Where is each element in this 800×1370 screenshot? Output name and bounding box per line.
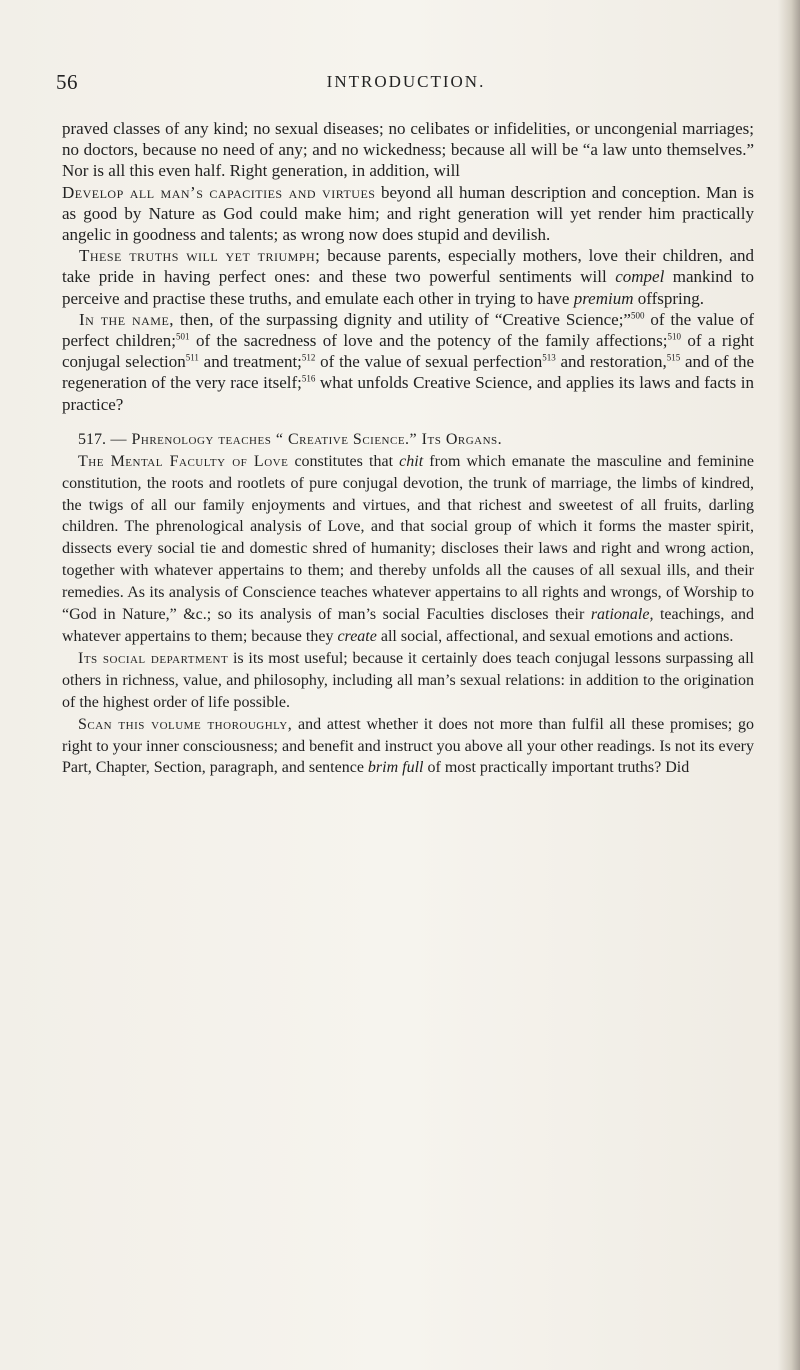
footnote-ref-501: 501 xyxy=(176,331,190,342)
paragraph-4-text-4: of a right conjugal selection xyxy=(62,331,754,372)
paragraph-4-text-6: of the value of sexual perfection xyxy=(315,352,543,372)
paragraph-3-lead: These truths will yet triumph; xyxy=(79,246,321,266)
section-title: — Phrenology teaches “ Creative Science.” Its Organs. xyxy=(106,430,503,448)
section-gap xyxy=(62,415,754,429)
paragraph-4-text-2: of the value of perfect children; xyxy=(62,309,754,351)
paragraph-4 xyxy=(62,309,754,415)
section-heading xyxy=(62,429,754,451)
footnote-ref-511: 511 xyxy=(185,352,199,363)
page-number: 56 xyxy=(56,70,78,94)
paragraph-6-text: is its most useful; because it certainly does teach conjugal lessons surpassing all others in richness, value, and philosophy, including all man’s sexual relations: in addition to the origination of the highest order of life possible. xyxy=(62,649,755,711)
footnote-ref-510: 510 xyxy=(667,331,681,342)
paragraph-2-text: beyond all human description and conception. Man is as good by Nature as God could make him; and right generation will yet render him practically angelic in goodness and talents; as wrong now does stupid and devilish. xyxy=(62,182,754,245)
paragraph-6 xyxy=(62,648,754,714)
footnote-ref-515: 515 xyxy=(666,352,681,363)
paragraph-7-lead: Scan this volume thoroughly, xyxy=(78,715,293,733)
paragraph-6-lead: Its social department xyxy=(78,649,229,667)
paragraph-4-text-8: and of the regeneration of the very race itself; xyxy=(62,352,754,393)
running-head: INTRODUCTION. xyxy=(326,72,486,91)
footnote-ref-516: 516 xyxy=(301,373,316,384)
paragraph-1 xyxy=(62,118,754,182)
paragraph-7 xyxy=(62,714,754,780)
paragraph-5-emphasis-1: chit xyxy=(399,452,424,470)
page-edge-shadow xyxy=(778,0,800,1370)
paragraph-7-text-2: of most practically important truths? Did xyxy=(423,759,690,777)
paragraph-3-emphasis-b: premium xyxy=(573,288,634,308)
paragraph-7-text-1: and attest whether it does not more than fulfil all these promises; go right to your inner consciousness; and benefit and instruct you above all your other readings. Is not its every Part, Chapter, Section, paragraph, and sentence xyxy=(62,715,754,777)
paragraph-5-text-4: all social, affectional, and sexual emotions and actions. xyxy=(376,628,734,645)
paragraph-4-text-1: then, of the surpassing dignity and utility of “Creative Science;” xyxy=(174,309,631,329)
footnote-ref-500: 500 xyxy=(630,310,645,321)
paragraph-3-emphasis-a: compel xyxy=(615,267,665,287)
page-header xyxy=(56,70,756,100)
footnote-ref-512: 512 xyxy=(301,352,316,363)
paragraph-5-emphasis-3: create xyxy=(337,628,377,645)
paragraph-4-lead: In the name, xyxy=(79,309,175,329)
paragraph-4-text-7: and restoration, xyxy=(555,352,667,372)
paragraph-5 xyxy=(62,451,754,648)
paragraph-4-text-3: of the sacredness of love and the potency of the family affections; xyxy=(189,331,668,351)
footnote-ref-513: 513 xyxy=(542,352,556,363)
paragraph-2 xyxy=(62,182,754,246)
paragraph-3 xyxy=(62,245,754,309)
paragraph-5-text-1: constitutes that xyxy=(288,452,400,470)
paragraph-2-lead: Develop all man’s capacities and virtues xyxy=(62,182,376,202)
section-number: 517. xyxy=(78,430,106,448)
paragraph-5-lead: The Mental Faculty of Love xyxy=(78,452,289,470)
paragraph-5-emphasis-2: rationale, xyxy=(590,606,654,624)
paragraph-4-text-9: what unfolds Creative Science, and applies its laws and facts in practice? xyxy=(62,373,754,414)
body-text xyxy=(62,118,754,779)
paragraph-4-text-5: and treatment; xyxy=(198,352,302,372)
paragraph-1-text: praved classes of any kind; no sexual diseases; no celibates or infidelities, or uncongenial marriages; no doctors, because no need of any; and no wickedness; because all will be “a law unto themselves.” Nor is all this even half. Right generation, in addition, will xyxy=(62,119,754,181)
paragraph-5-text-2: from which emanate the masculine and feminine constitution, the roots and rootlets of pure conjugal devotion, the trunk of marriage, the limbs of kindred, the twigs of all our family enjoyments and virtues, and that richest and sweetest of all fruits, darling children. The phrenological analysis of Love, and that social group of which it forms the master spirit, dissects every social tie and domestic shred of humanity; discloses their laws and right and wrong action, together with whatever appertains to them; and thereby unfolds all the causes of all sexual ills, and their remedies. As its analysis of Conscience teaches whatever appertains to all rights and wrongs, of Worship to “God in Nature,” &c.; so its analysis of man’s social Faculties discloses their xyxy=(62,452,754,624)
paragraph-3-text-c: offspring. xyxy=(633,288,705,308)
paragraph-3-text-b: mankind to perceive and practise these truths, and emulate each other in trying to have xyxy=(62,267,754,308)
paragraph-3-text-a: because parents, especially mothers, love their children, and take pride in having perfect ones: and these two powerful sentiments will xyxy=(62,246,755,287)
paragraph-7-emphasis: brim full xyxy=(367,759,424,777)
paragraph-5-text-3: teachings, and whatever appertains to them; because they xyxy=(62,606,755,645)
